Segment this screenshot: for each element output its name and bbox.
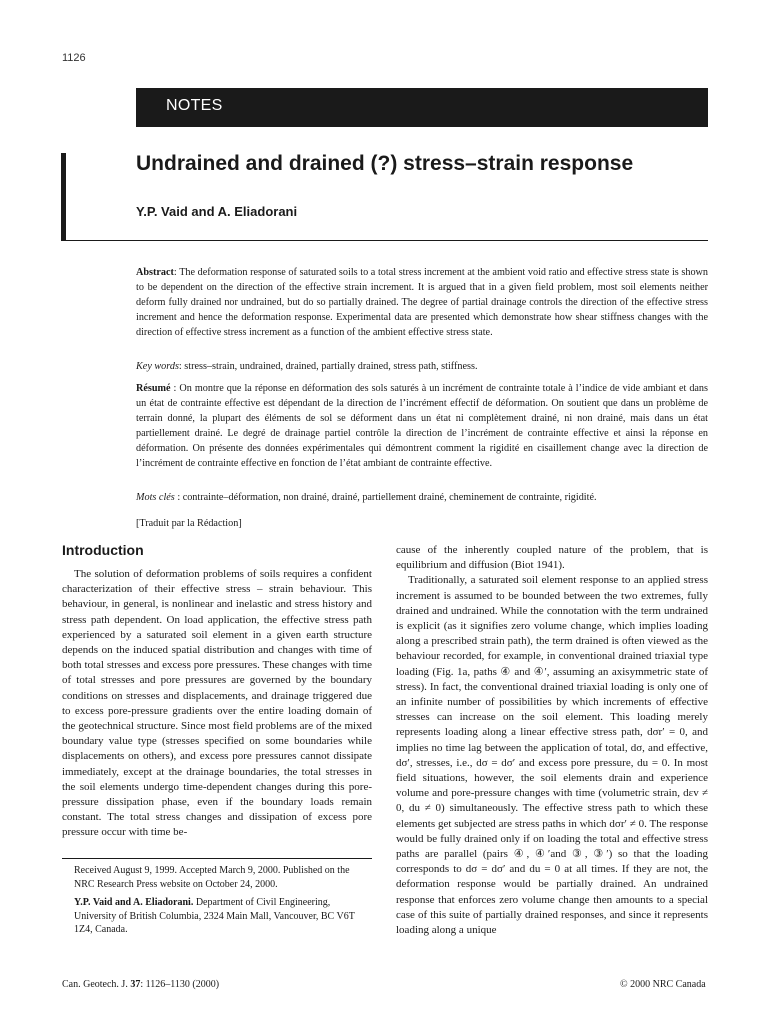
copyright: © 2000 NRC Canada [620,979,706,990]
footnote-authors: Y.P. Vaid and A. Eliadorani. [74,897,194,909]
section-banner [136,88,708,127]
keywords-label: Key words [136,361,179,372]
citation-suffix: : 1126–1130 (2000) [140,979,220,990]
footnote-rule [62,858,372,859]
mots-cles-text: : contrainte–déformation, non drainé, drainé, partiellement drainé, cheminement de contrainte, rigidité. [174,492,597,503]
intro-paragraph-1: The solution of deformation problems of soils requires a confident characterization of their effective stress – strain behaviour. This behaviour, in general, is nonlinear and inelastic and stress history and stress path dependent. On load application, the effective stress path experienced by a saturated soil element in a given earth structure depends on the induced spatial distribution and changes with time of both total stresses and excess pore pressures. These changes with time of total stresses and pore pressures are governed by the boundary conditions on stresses and displacements, and drainage triggered due to excess pore-pressure gradients over the entire loading domain of the geotechnical structure. Since most field problems are of the mixed boundary value type (stresses specified on some boundaries while displacements on others), and excess pore pressures cannot dissipate immediately, except at the drainage boundaries, the total stresses in the soil elements undergo time-dependent changes during this pore-pressure dissipation phase, even if the boundary loads remain constant. The total stress changes and dissipation of excess pore pressure occur with time be- [62,568,372,839]
translation-note: [Traduit par la Rédaction] [136,518,242,529]
resume-label: Résumé [136,383,171,394]
mots-cles [136,490,708,505]
resume [136,381,708,471]
journal-citation [62,979,219,990]
received-dates: Received August 9, 1999. Accepted March 9, 2000. Published on the NRC Research Press website on October 24, 2000. [74,865,350,890]
citation-prefix: Can. Geotech. J. [62,979,131,990]
header-rule-left [66,240,318,241]
keywords-text: : stress–strain, undrained, drained, partially drained, stress path, stiffness. [178,361,478,372]
abstract-label: Abstract [136,267,174,278]
header-rule-right [318,240,708,241]
keywords [136,359,708,374]
footnote [74,864,364,942]
intro-paragraph-1-continued: cause of the inherently coupled nature of the problem, that is equilibrium and diffusion (Biot 1941). [396,544,708,572]
left-column [62,567,372,841]
author-affiliation: Department of Civil Engineering, University of British Columbia, 2324 Main Mall, Vancouver, BC V6T 1Z4, Canada. [74,897,355,936]
citation-volume: 37 [130,979,141,990]
right-column [396,543,708,938]
resume-text: : On montre que la réponse en déformation des sols saturés à un incrément de contrainte totale à l’indice de vide ambiant et dans un état de contrainte effective est dépendant de la direction de l’incrément effectif de déformation. On soutient que dans un problème de terrain donné, la plupart des éléments de sol se déforment dans un état ni complètement drainé, ni non drainé, mais dans un état partiellement drainé. Le degré de drainage partiel contrôle la direction de l’incrément de contrainte effective et ainsi la réponse en déformation. On présente des données expérimentales qui démontrent comment la rigidité en cisaillement change avec la direction de l’incrément de contrainte effective en fonction de l’état ambiant de contrainte effective. [136,383,708,469]
section-heading-introduction: Introduction [62,542,144,558]
page-number: 1126 [62,52,86,64]
article-authors: Y.P. Vaid and A. Eliadorani [136,204,298,219]
abstract [136,265,708,340]
mots-cles-label: Mots clés [136,492,175,503]
title-accent-bar [61,153,66,241]
section-label: NOTES [166,97,223,114]
abstract-text: : The deformation response of saturated soils to a total stress increment at the ambient void ratio and effective stress state is shown to be dependent on the direction of the effective strain increment. It is argued that in a given field problem, most soil elements neither deform fully drained nor undrained, but do so partially drained. The degree of partial drainage controls the direction of the effective stress increment and hence the deformation response. Experimental data are presented which demonstrate how shear stiffness changes with the direction of effective stress increment as a function of the ambient effective stress state. [136,267,708,338]
article-title: Undrained and drained (?) stress–strain response [136,152,634,175]
intro-paragraph-2: Traditionally, a saturated soil element response to an applied stress increment is assumed to be bounded between the two extremes, fully drained and undrained. While the connotation with the term undrained is explicit (as it signifies zero volume change, which implies loading along a prescribed strain path), the term drained is often viewed as the behaviour recorded, for example, in conventional drained triaxial type loading (Fig. 1a, paths ④ and ④′, assuming an axisymmetric state of stress). In fact, the conventional drained triaxial loading is only one of an infinite number of possibilities by which increments of effective stresses can increase on the soil element. This loading merely represents loading along a linear effective stress path, dσr′ = 0, and implies no time lag between the application of total, dσ, and effective, dσ′, stresses, i.e., dσ = dσ′ and excess pore pressure, du = 0. In most field situations, however, the soil elements drain and experience volume and pore-pressure changes with time (volumetric strain, dεv ≠ 0, du ≠ 0) simultaneously. The effective stress path to which these elements get subjected are stress paths in which dσr′ ≠ 0. The response would be fully drained only if on loading the total and effective stress paths are parallel (pairs ④, ④′and ③, ③′) so that the loading corresponds to dσ = dσ′ and du = 0 at all times. If they are not, the deformation response would be partially drained. An undrained response that enforces zero volume change then amounts to a special case of this suite of partially drained responses, and since it represents loading along a unique [396,574,708,937]
